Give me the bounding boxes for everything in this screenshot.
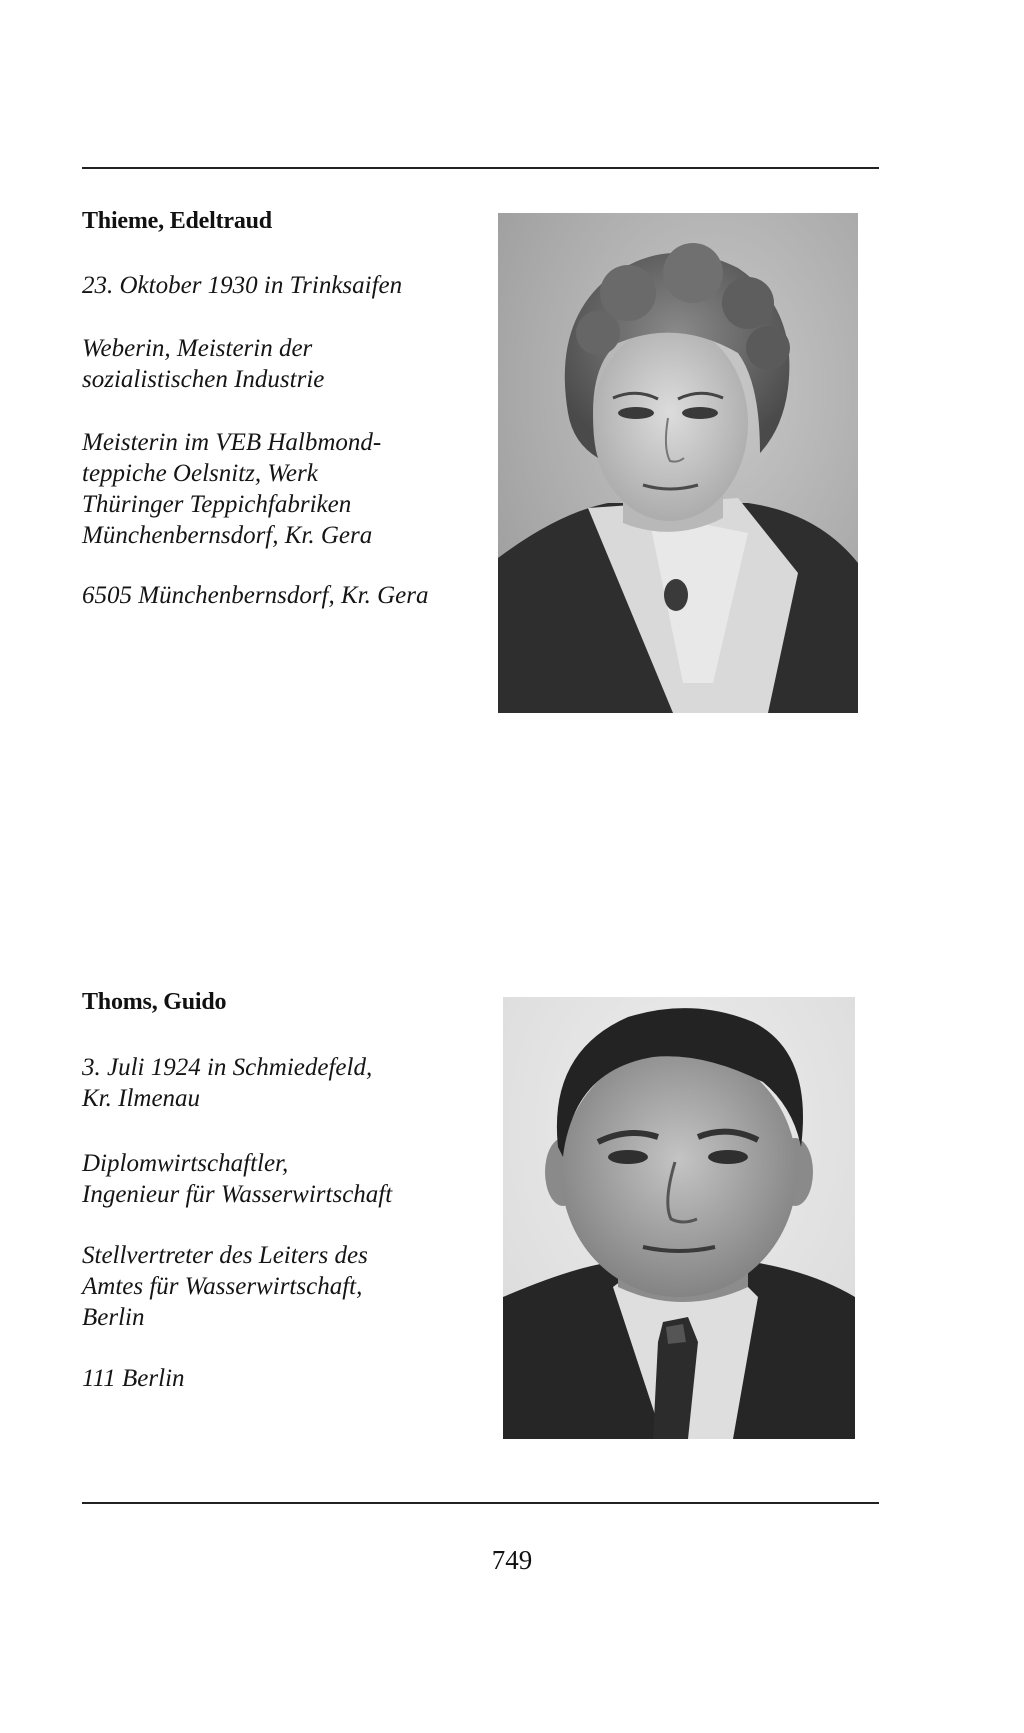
portrait-photo-woman: [498, 213, 858, 713]
entry-name: Thieme, Edeltraud: [82, 208, 272, 234]
portrait-photo-man: [503, 997, 855, 1439]
birth-info: 23. Oktober 1930 in Trinksaifen: [82, 272, 403, 299]
position-info: Stellvertreter des Leiters des Amtes für Wasserwirtschaft, Berlin: [82, 1242, 368, 1331]
address-info: 6505 Münchenbernsdorf, Kr. Gera: [82, 582, 429, 609]
profession-info: Diplomwirtschaftler, Ingenieur für Wasserwirtschaft: [82, 1150, 393, 1208]
position-info: Meisterin im VEB Halbmond- teppiche Oelsnitz, Werk Thüringer Teppichfabriken Münchenbernsdorf, Kr. Gera: [82, 429, 382, 549]
profession-info: Weberin, Meisterin der sozialistischen Industrie: [82, 335, 325, 393]
page-number: 749: [491, 1545, 533, 1575]
entry-name: Thoms, Guido: [82, 989, 227, 1015]
address-info: 111 Berlin: [82, 1365, 185, 1392]
birth-info: 3. Juli 1924 in Schmiedefeld, Kr. Ilmenau: [82, 1054, 373, 1112]
top-rule: [82, 167, 879, 169]
bottom-rule: [82, 1502, 879, 1504]
